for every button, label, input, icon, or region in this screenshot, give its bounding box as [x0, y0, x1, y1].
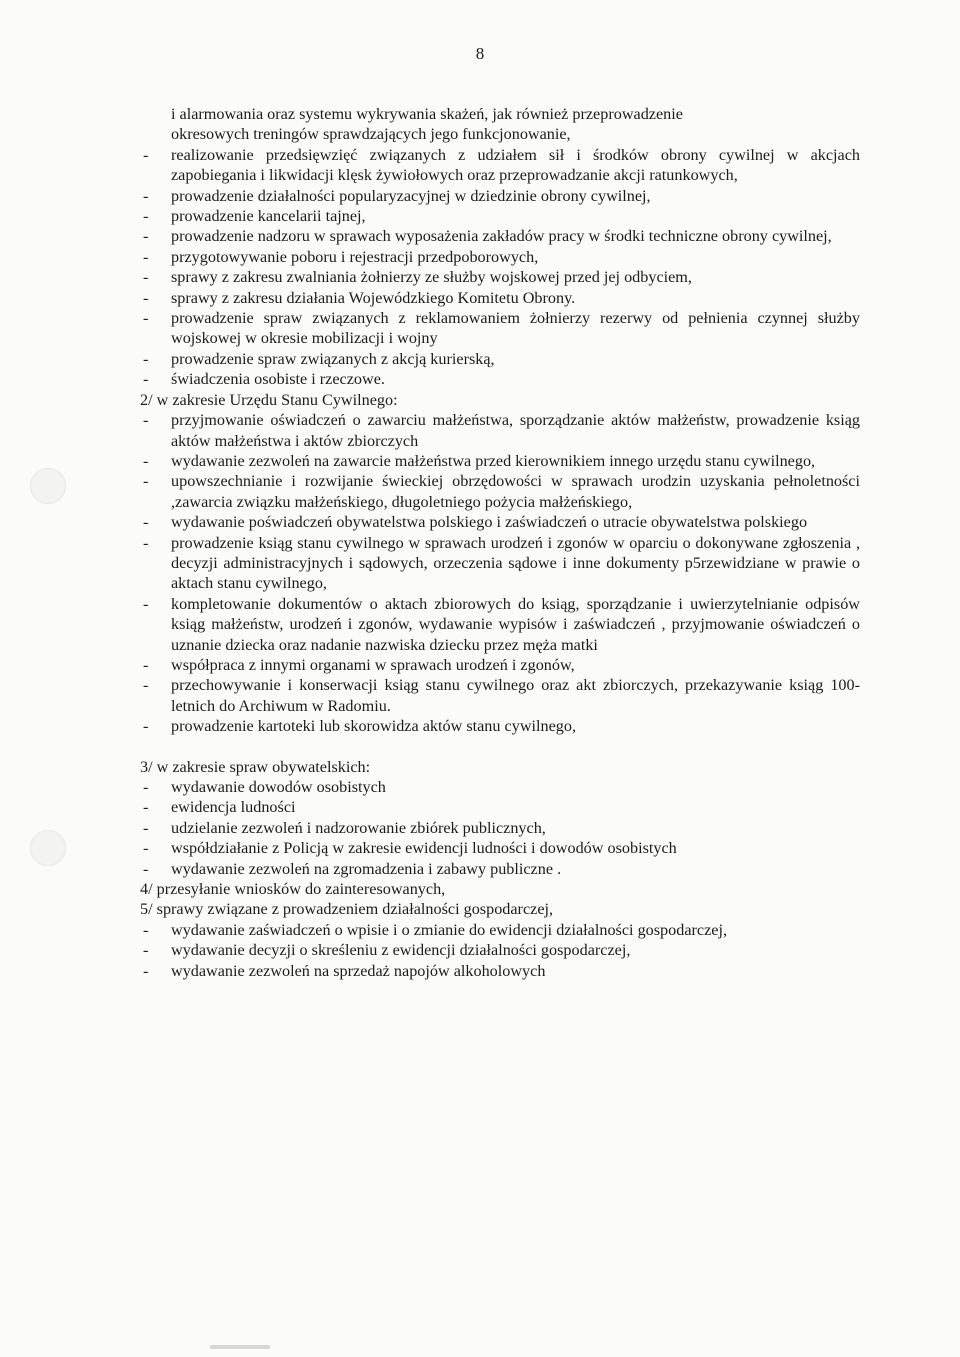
list-item: - prowadzenie kancelarii tajnej,: [140, 206, 860, 226]
list-item: - świadczenia osobiste i rzeczowe.: [140, 369, 860, 389]
section-heading-5: 5/ sprawy związane z prowadzeniem działalności gospodarczej,: [140, 900, 554, 919]
list-item: - prowadzenie kartoteki lub skorowidza aktów stanu cywilnego,: [140, 716, 860, 736]
page-number: 8: [475, 44, 485, 63]
scan-artifact: [210, 1345, 270, 1349]
list-item: - kompletowanie dokumentów o aktach zbiorowych do ksiąg, sporządzanie i uwierzytelnianie odpisów ksiąg małżeństw, urodzeń i zgonów, wydawanie wypisów i zaświadczeń , przyjmowanie oświadczeń o uznanie dziecka oraz nadanie nazwiska dziecku przez męża matki: [140, 594, 860, 655]
section-heading-4: 4/ przesyłanie wniosków do zainteresowanych,: [140, 880, 446, 899]
list-item: - przygotowywanie poboru i rejestracji przedpoborowych,: [140, 247, 860, 267]
list-civic-affairs: [140, 777, 860, 879]
punch-hole-upper: [30, 468, 66, 504]
list-item: - współpraca z innymi organami w sprawach urodzeń i zgonów,: [140, 655, 860, 675]
list-item: - prowadzenie nadzoru w sprawach wyposażenia zakładów pracy w środki techniczne obrony cywilnej,: [140, 226, 860, 246]
list-item: - wydawanie zezwoleń na zgromadzenia i zabawy publiczne .: [140, 859, 860, 879]
list-item: - wydawanie zaświadczeń o wpisie i o zmianie do ewidencji działalności gospodarczej,: [140, 920, 860, 940]
section-heading-2: 2/ w zakresie Urzędu Stanu Cywilnego:: [140, 390, 398, 409]
list-item: - wydawanie decyzji o skreśleniu z ewidencji działalności gospodarczej,: [140, 940, 860, 960]
section-heading-3: 3/ w zakresie spraw obywatelskich:: [140, 757, 371, 776]
list-item: - prowadzenie spraw związanych z reklamowaniem żołnierzy rezerwy od pełnienia czynnej służby wojskowej w okresie mobilizacji i wojny: [140, 308, 860, 349]
list-civil-registry: [140, 410, 860, 737]
list-item: - sprawy z zakresu zwalniania żołnierzy ze służby wojskowej przed jej odbyciem,: [140, 267, 860, 287]
list-item: - prowadzenie spraw związanych z akcją kurierską,: [140, 349, 860, 369]
intro-line: okresowych treningów sprawdzających jego funkcjonowanie,: [171, 125, 571, 144]
list-item: - sprawy z zakresu działania Wojewódzkiego Komitetu Obrony.: [140, 288, 860, 308]
list-item: - przechowywanie i konserwacji ksiąg stanu cywilnego oraz akt zbiorczych, przekazywanie ksiąg 100-letnich do Archiwum w Radomiu.: [140, 675, 860, 716]
document-body: [140, 104, 860, 981]
list-item: - upowszechnianie i rozwijanie świeckiej obrzędowości w sprawach urodzin uzyskania pełnoletności ,zawarcia związku małżeńskiego, długoletniego pożycia małżeńskiego,: [140, 471, 860, 512]
list-item: - wydawanie poświadczeń obywatelstwa polskiego i zaświadczeń o utracie obywatelstwa polskiego: [140, 512, 860, 532]
list-business-activity: [140, 920, 860, 981]
list-item: - realizowanie przedsięwzięć związanych z udziałem sił i środków obrony cywilnej w akcjach zapobiegania i likwidacji klęsk żywiołowych oraz przeprowadzanie akcji ratunkowych,: [140, 145, 860, 186]
list-item: - przyjmowanie oświadczeń o zawarciu małżeństwa, sporządzanie aktów małżeństw, prowadzenie ksiąg aktów małżeństwa i aktów zbiorczych: [140, 410, 860, 451]
punch-hole-lower: [30, 830, 66, 866]
list-item: - prowadzenie działalności popularyzacyjnej w dziedzinie obrony cywilnej,: [140, 186, 860, 206]
list-civil-defense: [140, 145, 860, 390]
list-item: - wydawanie zezwoleń na sprzedaż napojów alkoholowych: [140, 961, 860, 981]
list-item: - prowadzenie ksiąg stanu cywilnego w sprawach urodzeń i zgonów w oparciu o dokonywane zgłoszenia , decyzji administracyjnych i sądowych, orzeczenia sądowe i inne dokumenty p5rzewidziane w prawie o aktach stanu cywilnego,: [140, 533, 860, 594]
list-item: - wydawanie zezwoleń na zawarcie małżeństwa przed kierownikiem innego urzędu stanu cywilnego,: [140, 451, 860, 471]
intro-continuation: [140, 104, 860, 145]
list-item: - ewidencja ludności: [140, 797, 860, 817]
intro-line: i alarmowania oraz systemu wykrywania skażeń, jak również przeprowadzenie: [171, 105, 683, 123]
list-item: - wydawanie dowodów osobistych: [140, 777, 860, 797]
list-item: - udzielanie zezwoleń i nadzorowanie zbiórek publicznych,: [140, 818, 860, 838]
section-spacer: [140, 737, 860, 757]
list-item: - współdziałanie z Policją w zakresie ewidencji ludności i dowodów osobistych: [140, 838, 860, 858]
